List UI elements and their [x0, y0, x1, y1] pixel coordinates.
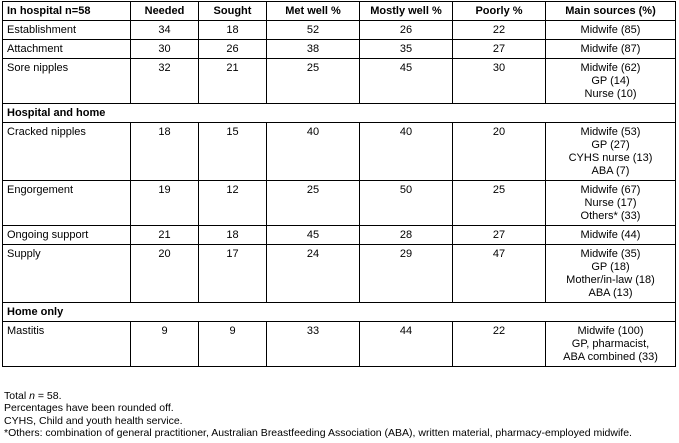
cell-met-well: 24 — [267, 245, 360, 303]
table-row — [3, 59, 676, 104]
cell-mostly-well: 40 — [360, 123, 453, 181]
table-notes — [4, 390, 632, 440]
results-table — [2, 1, 676, 367]
table-row — [3, 245, 676, 303]
cell-main-sources — [546, 21, 676, 40]
cell-poorly: 30 — [453, 59, 546, 104]
cell-needed: 21 — [131, 226, 199, 245]
cell-poorly: 20 — [453, 123, 546, 181]
cell-mostly-well: 35 — [360, 40, 453, 59]
source-entry: CYHS nurse (13) — [568, 152, 653, 164]
source-entry: ABA combined (33) — [563, 351, 658, 363]
cell-main-sources — [546, 123, 676, 181]
cell-sought: 17 — [199, 245, 267, 303]
cell-needed: 34 — [131, 21, 199, 40]
cell-met-well: 38 — [267, 40, 360, 59]
header-mostly-well: Mostly well % — [360, 2, 453, 21]
header-item: In hospital n=58 — [3, 2, 131, 21]
cell-poorly: 25 — [453, 181, 546, 226]
cell-sought: 21 — [199, 59, 267, 104]
cell-needed: 9 — [131, 322, 199, 367]
cell-sought: 18 — [199, 21, 267, 40]
header-met-well: Met well % — [267, 2, 360, 21]
note-total-prefix: Total — [4, 390, 30, 402]
source-entry: GP (27) — [591, 139, 630, 151]
cell-mostly-well: 44 — [360, 322, 453, 367]
source-entry: Mother/in-law (18) — [566, 274, 655, 286]
cell-needed: 32 — [131, 59, 199, 104]
cell-item: Supply — [3, 245, 131, 303]
hospital-home-rows — [3, 123, 676, 303]
header-poorly: Poorly % — [453, 2, 546, 21]
header-needed: Needed — [131, 2, 199, 21]
cell-met-well: 33 — [267, 322, 360, 367]
table-row — [3, 181, 676, 226]
source-entry: Midwife (85) — [580, 24, 641, 36]
cell-mostly-well: 28 — [360, 226, 453, 245]
note-others: *Others: combination of general practitioner, Australian Breastfeeding Association (ABA), written material, pharmacy-employed midwife. — [4, 427, 632, 440]
table-row — [3, 21, 676, 40]
cell-mostly-well: 29 — [360, 245, 453, 303]
cell-sought: 12 — [199, 181, 267, 226]
cell-main-sources — [546, 322, 676, 367]
section-label: Hospital and home — [3, 104, 676, 123]
source-entry: Midwife (67) — [580, 184, 641, 196]
cell-poorly: 27 — [453, 226, 546, 245]
cell-met-well: 45 — [267, 226, 360, 245]
cell-item: Mastitis — [3, 322, 131, 367]
source-entry: GP (14) — [591, 75, 630, 87]
cell-item: Ongoing support — [3, 226, 131, 245]
section-hospital-home — [3, 104, 676, 123]
source-entry: Midwife (100) — [577, 325, 644, 337]
cell-sought: 15 — [199, 123, 267, 181]
cell-needed: 19 — [131, 181, 199, 226]
cell-met-well: 25 — [267, 181, 360, 226]
cell-needed: 30 — [131, 40, 199, 59]
source-entry: Midwife (35) — [580, 248, 641, 260]
cell-item: Cracked nipples — [3, 123, 131, 181]
cell-poorly: 22 — [453, 322, 546, 367]
cell-mostly-well: 26 — [360, 21, 453, 40]
source-entry: Nurse (17) — [584, 197, 637, 209]
header-row — [3, 2, 676, 21]
header-sought: Sought — [199, 2, 267, 21]
section-home-only — [3, 303, 676, 322]
cell-item: Engorgement — [3, 181, 131, 226]
note-total-n: n — [29, 390, 35, 402]
source-entry: GP, pharmacist, — [571, 338, 650, 350]
table-row — [3, 322, 676, 367]
cell-needed: 20 — [131, 245, 199, 303]
source-entry: ABA (7) — [591, 165, 630, 177]
table-row — [3, 40, 676, 59]
cell-main-sources — [546, 59, 676, 104]
note-total — [4, 390, 632, 402]
cell-item: Attachment — [3, 40, 131, 59]
cell-poorly: 22 — [453, 21, 546, 40]
home-only-rows — [3, 322, 676, 367]
cell-met-well: 52 — [267, 21, 360, 40]
source-entry: Midwife (44) — [580, 229, 641, 241]
cell-mostly-well: 50 — [360, 181, 453, 226]
cell-needed: 18 — [131, 123, 199, 181]
cell-mostly-well: 45 — [360, 59, 453, 104]
source-entry: Nurse (10) — [584, 88, 637, 100]
header-main-sources: Main sources (%) — [546, 2, 676, 21]
source-entry: Midwife (87) — [580, 43, 641, 55]
source-entry: Midwife (62) — [580, 62, 641, 74]
cell-met-well: 40 — [267, 123, 360, 181]
cell-sought: 26 — [199, 40, 267, 59]
cell-main-sources — [546, 226, 676, 245]
cell-poorly: 47 — [453, 245, 546, 303]
cell-item: Establishment — [3, 21, 131, 40]
note-cyhs: CYHS, Child and youth health service. — [4, 414, 183, 427]
source-entry: Others* (33) — [580, 210, 641, 222]
cell-item: Sore nipples — [3, 59, 131, 104]
cell-main-sources — [546, 181, 676, 226]
section-label: Home only — [3, 303, 676, 322]
hospital-rows — [3, 21, 676, 104]
cell-sought: 9 — [199, 322, 267, 367]
cell-main-sources — [546, 40, 676, 59]
table-row — [3, 123, 676, 181]
note-total-suffix: = 58. — [34, 390, 62, 402]
note-rounded: Percentages have been rounded off. — [4, 402, 174, 415]
cell-met-well: 25 — [267, 59, 360, 104]
source-entry: ABA (13) — [588, 287, 633, 299]
source-entry: Midwife (53) — [580, 126, 641, 138]
table-row — [3, 226, 676, 245]
cell-poorly: 27 — [453, 40, 546, 59]
source-entry: GP (18) — [591, 261, 630, 273]
cell-sought: 18 — [199, 226, 267, 245]
cell-main-sources — [546, 245, 676, 303]
